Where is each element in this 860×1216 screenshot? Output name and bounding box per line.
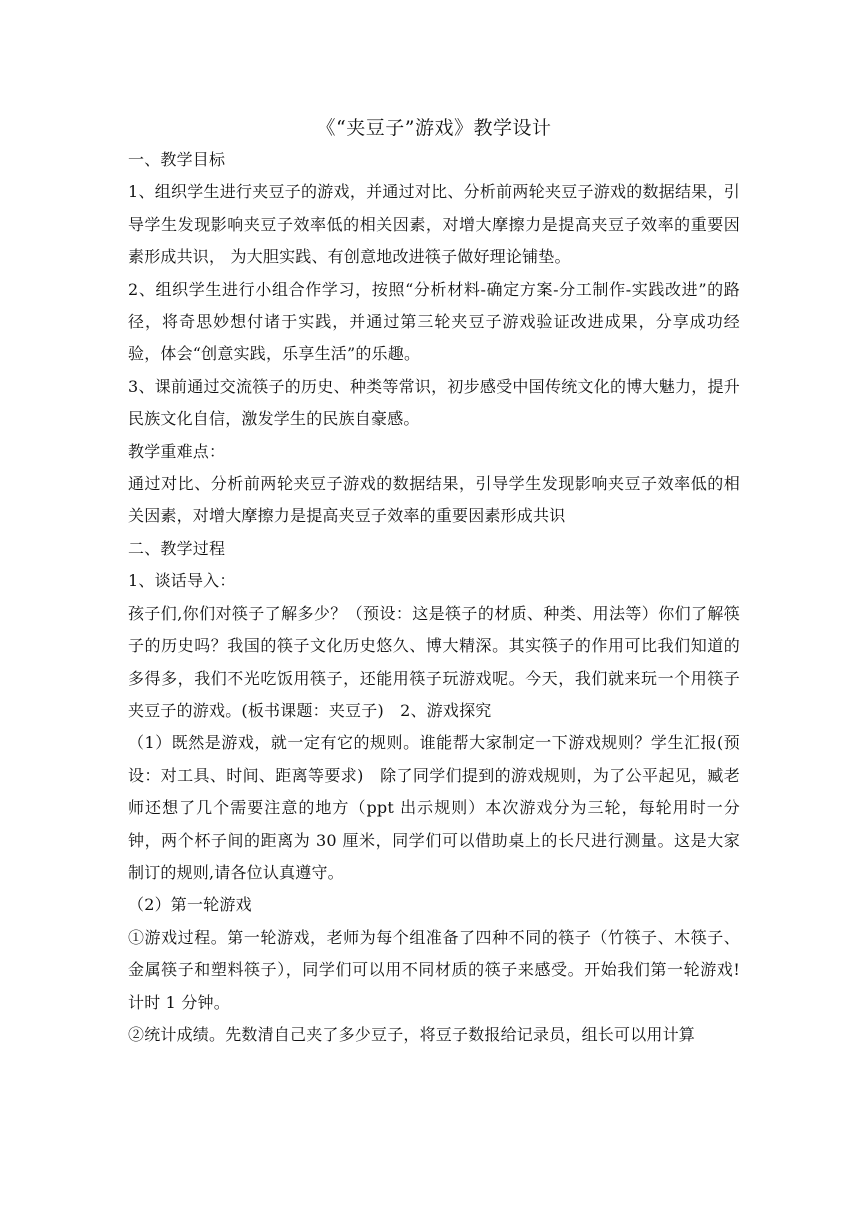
objective-1: 1、组织学生进行夹豆子的游戏，并通过对比、分析前两轮夹豆子游戏的数据结果，引导学生发现影响夹豆子效率低的相关因素，对增大摩擦力是提高夹豆子效率的重要因素形成共识， 为大胆实践、有创意地改进筷子做好理论铺垫。 <box>128 182 740 267</box>
round-1-scoring: ②统计成绩。先数清自己夹了多少豆子，将豆子数报给记录员，组长可以用计算 <box>128 1024 696 1044</box>
round-1-process: ①游戏过程。第一轮游戏，老师为每个组准备了四种不同的筷子（竹筷子、木筷子、金属筷子和塑料筷子），同学们可以用不同材质的筷子来感受。开始我们第一轮游戏!计时 1 分钟。 <box>128 927 740 1012</box>
step-1-text: 孩子们,你们对筷子了解多少？（预设：这是筷子的材质、种类、用法等）你们了解筷子的历史吗？我国的筷子文化历史悠久、博大精深。其实筷子的作用可比我们知道的多得多，我们不光吃饭用筷子，还能用筷子玩游戏呢。今天，我们就来玩一个用筷子夹豆子的游戏。(板书课题：夹豆子) 2、游戏探究 <box>128 603 740 720</box>
game-rules-text: （1）既然是游戏，就一定有它的规则。谁能帮大家制定一下游戏规则？学生汇报(预设：对工具、时间、距离等要求) 除了同学们提到的游戏规则，为了公平起见，臧老师还想了几个需要注意的地方（ppt 出示规则）本次游戏分为三轮，每轮用时一分钟，两个杯子间的距离为 30 厘米，同学们可以借助桌上的长尺进行测量。这是大家制订的规则,请各位认真遵守。 <box>128 733 740 882</box>
key-points-heading: 教学重难点： <box>128 441 226 461</box>
key-points-text: 通过对比、分析前两轮夹豆子游戏的数据结果，引导学生发现影响夹豆子效率低的相关因素，对增大摩擦力是提高夹豆子效率的重要因素形成共识 <box>128 474 740 526</box>
objective-2: 2、组织学生进行小组合作学习，按照“分析材料-确定方案-分工制作-实践改进”的路径，将奇思妙想付诸于实践，并通过第三轮夹豆子游戏验证改进成果，分享成功经验，体会“创意实践，乐享生活”的乐趣。 <box>128 279 740 364</box>
section-heading-process: 二、教学过程 <box>128 538 226 558</box>
objective-3: 3、课前通过交流筷子的历史、种类等常识，初步感受中国传统文化的博大魅力，提升民族文化自信，激发学生的民族自豪感。 <box>128 376 740 429</box>
section-heading-objectives: 一、教学目标 <box>128 150 226 169</box>
document-page <box>128 112 740 1051</box>
step-1-heading: 1、谈话导入： <box>128 571 236 591</box>
round-1-heading: （2）第一轮游戏 <box>128 895 252 915</box>
document-title: 《“夹豆子”游戏》教学设计 <box>316 117 552 139</box>
